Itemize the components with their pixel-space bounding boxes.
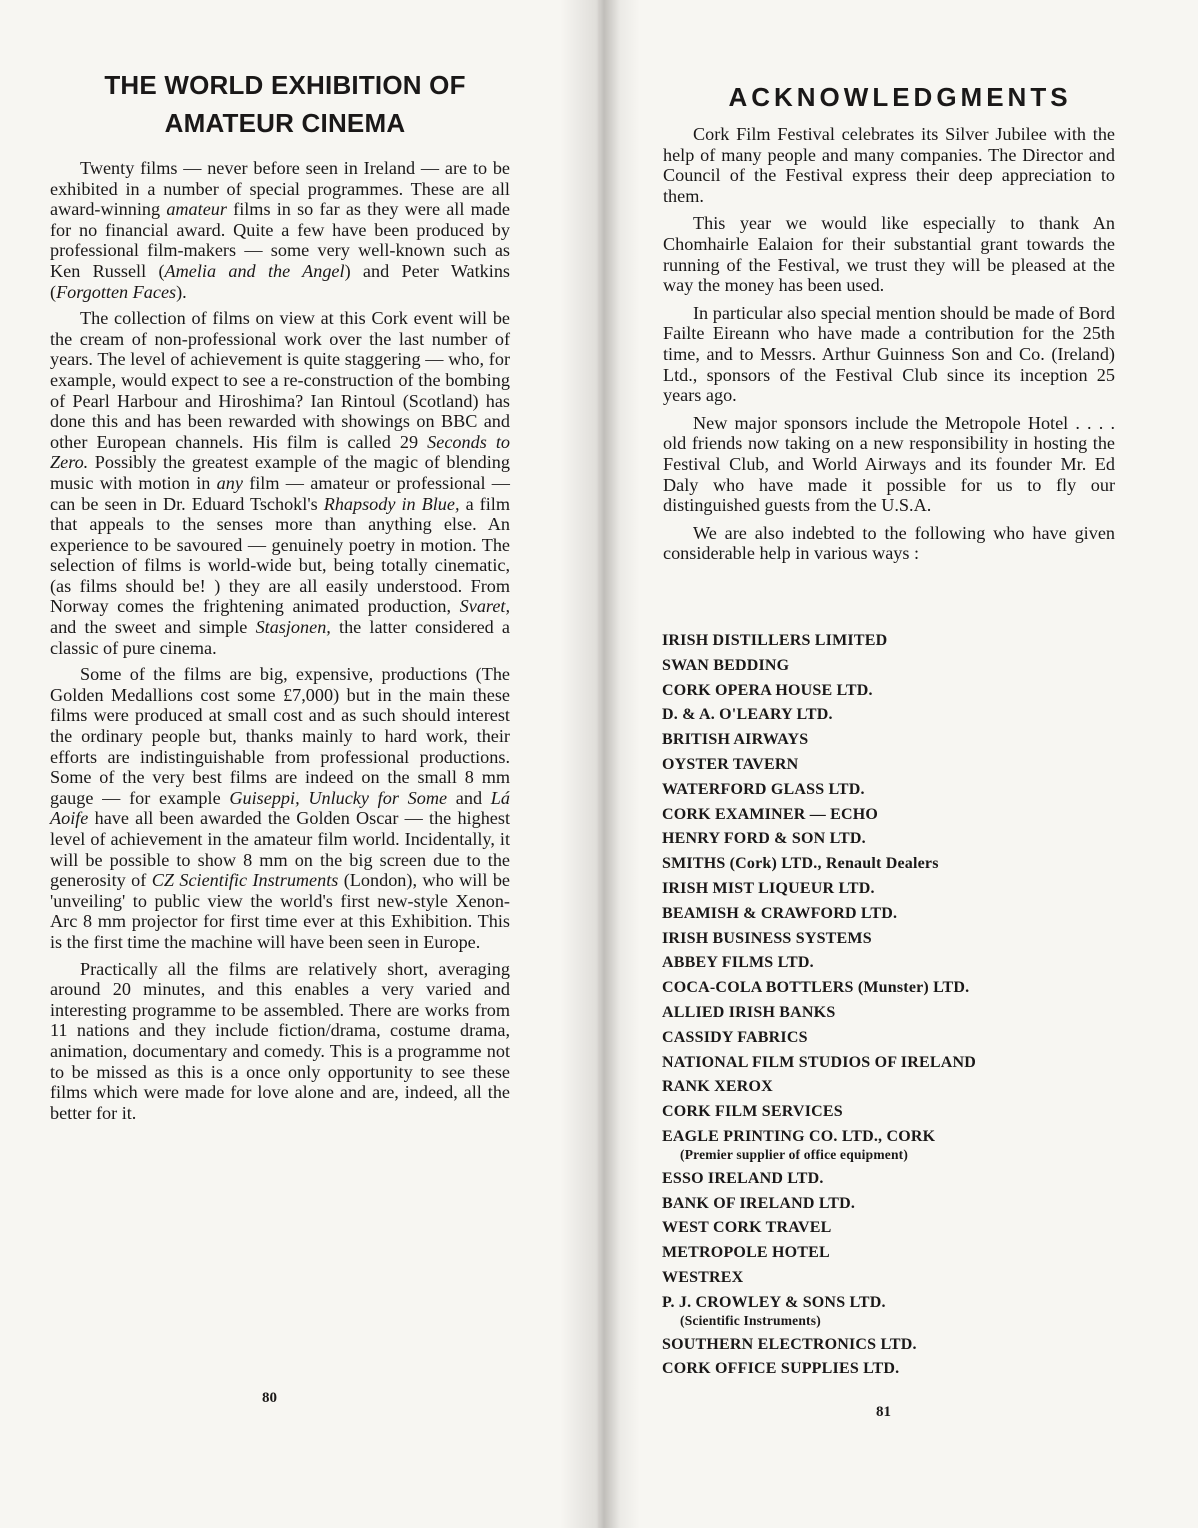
sponsor-name: CORK OFFICE SUPPLIES LTD. [662,1360,900,1378]
sponsor-name: WEST CORK TRAVEL [662,1219,832,1237]
sponsor-name: ABBEY FILMS LTD. [662,954,814,972]
italic-title-run: Svaret, [459,596,510,617]
sponsor-item [662,1029,1132,1047]
sponsor-name: P. J. CROWLEY & SONS LTD. [662,1293,886,1311]
sponsor-name: RANK XEROX [662,1078,773,1096]
sponsor-item [662,1219,1132,1237]
left-title-line-1: THE WORLD EXHIBITION OF [104,70,466,100]
sponsor-item [662,1195,1132,1213]
sponsor-item [662,1360,1132,1378]
sponsor-name: OYSTER TAVERN [662,755,799,773]
text-run: ). [176,281,187,302]
sponsor-item [662,1170,1132,1188]
sponsor-name: BANK OF IRELAND LTD. [662,1194,856,1212]
italic-title-run: Stasjonen, [255,617,331,638]
sponsor-item [662,855,1132,873]
italic-title-run: Lá Aoife [50,787,511,829]
text-run: ) and Peter Watkins ( [50,260,510,302]
italic-title-run: Forgotten Faces [56,281,177,302]
sponsor-name: BEAMISH & CRAWFORD LTD. [662,904,898,922]
text-run: Practically all the films are relatively short, averaging around 20 minutes, and this enables a very varied and interesting programme to be assembled. There are works from 11 nations and they include fiction/drama, costume drama, animation, documentary and comedy. This is a programme not to be missed as this is a once only opportunity to see these films which were made for love alone and are, indeed, all the better for it. [50,958,510,1123]
sponsor-name: IRISH MIST LIQUEUR LTD. [662,879,875,897]
sponsor-item [662,657,1132,675]
left-article-body [50,158,510,1129]
left-title-line-2: AMATEUR CINEMA [164,108,406,138]
italic-title-run: Guiseppi, Unlucky for Some [229,787,448,808]
sponsor-name: IRISH DISTILLERS LIMITED [662,632,888,649]
sponsor-item [662,1004,1132,1022]
sponsor-name: NATIONAL FILM STUDIOS OF IRELAND [662,1053,977,1071]
italic-title-run: amateur [166,199,227,220]
sponsor-name: IRISH BUSINESS SYSTEMS [662,929,872,947]
text-run: film — amateur or professional — can be seen in Dr. Eduard Tschokl's [50,472,510,514]
acknowledgment-paragraph: In particular also special mention should be made of Bord Failte Eireann who have made a contribution for the 25th time, and to Messrs. Arthur Guinness Son and Co. (Ireland) Ltd., sponsors of the Festival Club since its inception 25 years ago. [663,302,1115,406]
sponsor-item [662,1054,1132,1072]
sponsor-item [662,1336,1132,1354]
article-paragraph [50,959,510,1124]
book-gutter-shadow [560,0,640,1528]
sponsor-name: COCA-COLA BOTTLERS (Munster) LTD. [662,979,970,997]
sponsor-note: (Premier supplier of office equipment) [680,1146,909,1162]
article-paragraph [50,664,510,952]
sponsor-note: (Scientific Instruments) [680,1312,821,1328]
sponsor-item [662,682,1132,700]
sponsor-name: METROPOLE HOTEL [662,1244,830,1262]
right-page-number: 81 [876,1404,891,1420]
sponsor-item [662,706,1132,724]
sponsor-name: CORK FILM SERVICES [662,1103,843,1121]
sponsor-item [662,1244,1132,1262]
italic-title-run: Seconds to Zero. [50,431,510,473]
text-run: and the sweet and simple [50,617,256,638]
sponsor-name: CORK EXAMINER — ECHO [662,805,879,823]
text-run: have all been awarded the Golden Oscar — the highest level of achievement in the amateur film world. Incidentally, it will be possible to show 8 mm on the big screen due to the generosity of [50,808,510,891]
article-paragraph [50,308,510,658]
sponsor-item [662,954,1132,972]
text-run: The collection of films on view at this Cork event will be the cream of non-professional work over the last number of years. The level of achievement is quite staggering — who, for example, would expect to see a re-construction of the bombing of Pearl Harbour and Hiroshima? Ian Rintoul (Scotland) has done this and has been rewarded with showings on BBC and other European channels. His film is called 29 [50,308,510,452]
left-page-number: 80 [262,1390,277,1406]
acknowledgment-paragraph: This year we would like especially to thank An Chomhairle Ealaion for their substantial grant towards the running of the Festival, we trust they will be pleased at the way the money has been used. [663,213,1115,296]
text-run: Possibly the greatest example of the magic of blending music with motion in [50,452,510,493]
sponsor-name: BRITISH AIRWAYS [662,731,809,749]
sponsor-name: CORK OPERA HOUSE LTD. [662,681,873,699]
acknowledgments-body [663,124,1115,571]
sponsor-name: HENRY FORD & SON LTD. [662,830,866,848]
acknowledgments-title: ACKNOWLEDGMENTS [728,82,1072,112]
sponsor-item [662,1078,1132,1096]
sponsor-item [662,830,1132,848]
sponsor-name: SOUTHERN ELECTRONICS LTD. [662,1335,917,1353]
sponsor-name: EAGLE PRINTING CO. LTD., CORK [662,1127,936,1145]
sponsor-item [662,979,1132,997]
text-run: and [447,787,491,808]
sponsor-item [662,1103,1132,1121]
sponsor-name: CASSIDY FABRICS [662,1028,808,1046]
sponsor-item [662,1269,1132,1287]
sponsor-name: WATERFORD GLASS LTD. [662,780,865,798]
article-paragraph [50,158,510,302]
sponsor-item [662,1128,1132,1163]
sponsor-name: ALLIED IRISH BANKS [662,1003,836,1021]
italic-title-run: Rhapsody in Blue, [323,493,460,514]
text-run: (London), who will be 'unveiling' to public view the world's first new-style Xenon-Arc 8 mm projector for first time ever at this Exhibition. This is the first time the machine will have been seen in Europe. [50,870,510,952]
sponsor-name: SMITHS (Cork) LTD., Renault Dealers [662,855,939,873]
sponsor-name: WESTREX [662,1268,744,1286]
italic-title-run: CZ Scientific Instruments [151,870,339,891]
sponsor-item [662,1294,1132,1329]
sponsor-item [662,731,1132,749]
sponsor-name: SWAN BEDDING [662,656,790,674]
text-run: a film that appeals to the senses more than anything else. An experience to be savoured — genuinely poetry in motion. The selection of films is world-wide but, being totally cinematic, (as films should be! ) they are all easily understood. From Norway comes the frightening animated production, [50,493,510,617]
italic-title-run: any [216,472,243,493]
sponsor-item [662,781,1132,799]
text-run: Some of the films are big, expensive, productions (The Golden Medallions cost some £7,000) but in the main these films were produced at small cost and as such should interest the ordinary people but, thanks mainly to hard work, their efforts are indistinguishable from professional productions. Some of the very best films are indeed on the small 8 mm gauge — for example [50,664,510,808]
acknowledgment-paragraph: We are also indebted to the following who have given considerable help in various ways : [663,522,1115,564]
text-run: Twenty films — never before seen in Ireland — are to be exhibited in a number of special programmes. These are all award-winning [50,158,510,220]
text-run: films in so far as they were all made for no financial award. Quite a few have been produced by professional film-makers — some very well-known such as Ken Russell ( [50,199,510,281]
left-page [0,0,598,1528]
left-page-title [40,66,530,142]
sponsor-name: ESSO IRELAND LTD. [662,1169,824,1187]
italic-title-run: Amelia and the Angel [164,260,345,281]
sponsor-item [662,880,1132,898]
sponsor-name: D. & A. O'LEARY LTD. [662,706,833,724]
sponsor-list [662,632,1132,1385]
sponsor-item [662,930,1132,948]
text-run: the latter considered a classic of pure cinema. [50,617,510,658]
sponsor-item [662,905,1132,923]
sponsor-item [662,806,1132,824]
acknowledgment-paragraph: Cork Film Festival celebrates its Silver Jubilee with the help of many people and many companies. The Director and Council of the Festival express their deep appreciation to them. [663,124,1115,206]
sponsor-item [662,632,1132,650]
sponsor-item [662,756,1132,774]
acknowledgment-paragraph: New major sponsors include the Metropole Hotel . . . . old friends now taking on a new responsibility in hosting the Festival Club, and World Airways and its founder Mr. Ed Daly who have made it possible for us to fly our distinguished guests from the U.S.A. [663,412,1115,516]
